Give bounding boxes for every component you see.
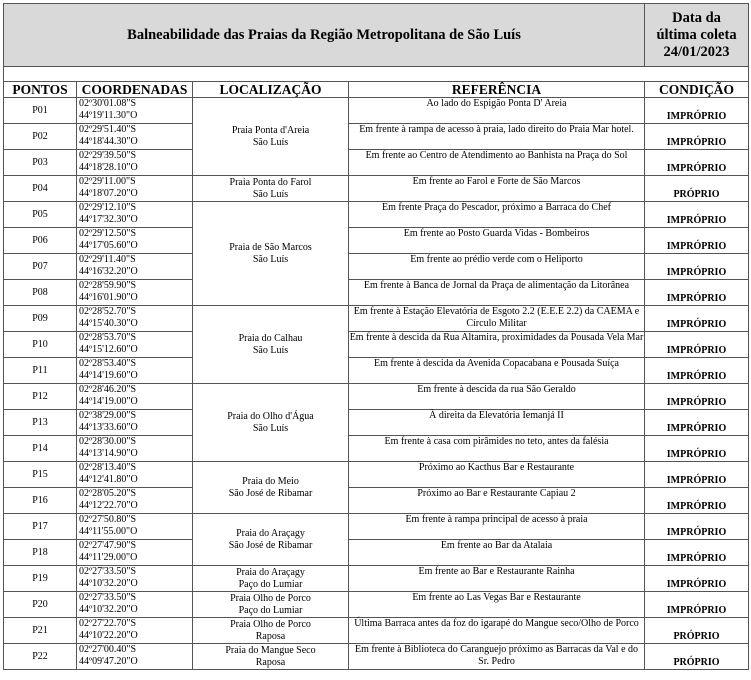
balneability-table bbox=[3, 3, 749, 670]
point-id: P03 bbox=[4, 150, 77, 176]
table-row bbox=[4, 462, 749, 488]
location-cell bbox=[193, 644, 349, 670]
document-page bbox=[3, 3, 748, 670]
condition-status: IMPRÓPRIO bbox=[645, 124, 749, 150]
condition-status: IMPRÓPRIO bbox=[645, 436, 749, 462]
table-row bbox=[4, 332, 749, 358]
longitude: 44º10'32.20"O bbox=[79, 577, 138, 589]
point-id: P18 bbox=[4, 540, 77, 566]
longitude: 44º18'07.20"O bbox=[79, 187, 138, 199]
coordinates bbox=[77, 514, 193, 540]
point-id: P05 bbox=[4, 202, 77, 228]
condition-status: IMPRÓPRIO bbox=[645, 462, 749, 488]
coordinates bbox=[77, 540, 193, 566]
condition-status: IMPRÓPRIO bbox=[645, 514, 749, 540]
header-coordenadas: COORDENADAS bbox=[77, 82, 193, 98]
coordinates bbox=[77, 618, 193, 644]
point-id: P16 bbox=[4, 488, 77, 514]
condition-status: IMPRÓPRIO bbox=[645, 98, 749, 124]
latitude: 02º29'11.00"S bbox=[79, 176, 136, 187]
longitude: 44º12'41.80"O bbox=[79, 473, 138, 485]
coordinates bbox=[77, 150, 193, 176]
reference-text: Ao lado do Espigão Ponta D' Areia bbox=[349, 98, 645, 124]
date-value: 24/01/2023 bbox=[663, 43, 730, 60]
longitude: 44º18'44.30"O bbox=[79, 135, 138, 147]
coordinates bbox=[77, 280, 193, 306]
reference-text: Em frente Praça do Pescador, próximo a Barraca do Chef bbox=[349, 202, 645, 228]
latitude: 02º28'05.20"S bbox=[79, 488, 137, 499]
beach-name: Praia do Calhau bbox=[238, 333, 303, 344]
location-cell bbox=[193, 566, 349, 592]
condition-status: IMPRÓPRIO bbox=[645, 332, 749, 358]
table-row bbox=[4, 176, 749, 202]
municipality-name: Raposa bbox=[255, 656, 286, 668]
reference-text: Em frente à descida da Avenida Copacabana e Pousada Suíça bbox=[349, 358, 645, 384]
coordinates bbox=[77, 566, 193, 592]
point-id: P20 bbox=[4, 592, 77, 618]
longitude: 44º13'33.60"O bbox=[79, 421, 138, 433]
last-collection-date bbox=[645, 4, 749, 67]
point-id: P04 bbox=[4, 176, 77, 202]
coordinates bbox=[77, 228, 193, 254]
latitude: 02º27'50.80"S bbox=[79, 514, 137, 525]
latitude: 02º27'33.50"S bbox=[79, 592, 137, 603]
table-row bbox=[4, 592, 749, 618]
reference-text: Última Barraca antes da foz do igarapé do Mangue seco/Olho de Porco bbox=[349, 618, 645, 644]
reference-text: Em frente ao Bar da Atalaia bbox=[349, 540, 645, 566]
condition-status: IMPRÓPRIO bbox=[645, 540, 749, 566]
latitude: 02º29'11.40"S bbox=[79, 254, 136, 265]
coordinates bbox=[77, 202, 193, 228]
reference-text: Em frente ao Bar e Restaurante Rainha bbox=[349, 566, 645, 592]
latitude: 02º29'12.50"S bbox=[79, 228, 137, 239]
table-row bbox=[4, 98, 749, 124]
reference-text: Em frente à casa com pirâmides no teto, antes da falésia bbox=[349, 436, 645, 462]
reference-text: Em frente ao Centro de Atendimento ao Banhista na Praça do Sol bbox=[349, 150, 645, 176]
longitude: 44º15'40.30"O bbox=[79, 317, 138, 329]
condition-status: IMPRÓPRIO bbox=[645, 306, 749, 332]
date-label-line1: Data da bbox=[672, 9, 721, 26]
reference-text: À direita da Elevatória Iemanjá II bbox=[349, 410, 645, 436]
longitude: 44º15'12.60"O bbox=[79, 343, 138, 355]
longitude: 44º13'14.90"O bbox=[79, 447, 138, 459]
municipality-name: Raposa bbox=[255, 630, 286, 642]
municipality-name: São Luís bbox=[252, 422, 289, 434]
coordinates bbox=[77, 254, 193, 280]
latitude: 02º27'00.40"S bbox=[79, 644, 137, 655]
latitude: 02º28'59.90"S bbox=[79, 280, 137, 291]
condition-status: IMPRÓPRIO bbox=[645, 488, 749, 514]
condition-status: PRÓPRIO bbox=[645, 644, 749, 670]
table-row bbox=[4, 618, 749, 644]
condition-status: IMPRÓPRIO bbox=[645, 228, 749, 254]
latitude: 02º28'30.00"S bbox=[79, 436, 137, 447]
longitude: 44º11'29.00"O bbox=[79, 551, 138, 563]
longitude: 44º16'32.20"O bbox=[79, 265, 138, 277]
latitude: 02º27'22.70"S bbox=[79, 618, 137, 629]
table-row bbox=[4, 540, 749, 566]
location-cell bbox=[193, 592, 349, 618]
table-row bbox=[4, 228, 749, 254]
condition-status: IMPRÓPRIO bbox=[645, 150, 749, 176]
header-referencia: REFERÊNCIA bbox=[349, 82, 645, 98]
point-id: P02 bbox=[4, 124, 77, 150]
longitude: 44º17'32.30"O bbox=[79, 213, 138, 225]
condition-status: IMPRÓPRIO bbox=[645, 280, 749, 306]
coordinates bbox=[77, 644, 193, 670]
beach-name: Praia Ponta d'Areia bbox=[231, 125, 310, 136]
location-cell bbox=[193, 462, 349, 514]
municipality-name: Paço do Lumiar bbox=[238, 604, 303, 616]
reference-text: Próximo ao Bar e Restaurante Capiau 2 bbox=[349, 488, 645, 514]
spacer-row bbox=[4, 67, 749, 82]
header-localizacao: LOCALIZAÇÃO bbox=[193, 82, 349, 98]
condition-status: IMPRÓPRIO bbox=[645, 592, 749, 618]
beach-name: Praia de São Marcos bbox=[229, 242, 312, 253]
coordinates bbox=[77, 332, 193, 358]
reference-text: Em frente ao Posto Guarda Vidas - Bombeiros bbox=[349, 228, 645, 254]
condition-status: IMPRÓPRIO bbox=[645, 384, 749, 410]
point-id: P13 bbox=[4, 410, 77, 436]
coordinates bbox=[77, 98, 193, 124]
latitude: 02º29'12.10"S bbox=[79, 202, 137, 213]
table-title: Balneabilidade das Praias da Região Metropolitana de São Luís bbox=[4, 4, 645, 67]
location-cell bbox=[193, 98, 349, 176]
table-row bbox=[4, 566, 749, 592]
table-row bbox=[4, 514, 749, 540]
municipality-name: São Luís bbox=[252, 253, 289, 265]
point-id: P12 bbox=[4, 384, 77, 410]
condition-status: IMPRÓPRIO bbox=[645, 410, 749, 436]
coordinates bbox=[77, 384, 193, 410]
coordinates bbox=[77, 410, 193, 436]
latitude: 02º28'53.40"S bbox=[79, 358, 137, 369]
table-row bbox=[4, 436, 749, 462]
longitude: 44º16'01.90"O bbox=[79, 291, 138, 303]
reference-text: Em frente à rampa principal de acesso à praia bbox=[349, 514, 645, 540]
point-id: P14 bbox=[4, 436, 77, 462]
beach-name: Praia Olho de Porco bbox=[230, 619, 311, 630]
condition-status: PRÓPRIO bbox=[645, 176, 749, 202]
point-id: P19 bbox=[4, 566, 77, 592]
beach-name: Praia do Araçagy bbox=[236, 567, 305, 578]
reference-text: Em frente ao Las Vegas Bar e Restaurante bbox=[349, 592, 645, 618]
table-row bbox=[4, 150, 749, 176]
beach-name: Praia do Meio bbox=[242, 476, 299, 487]
point-id: P22 bbox=[4, 644, 77, 670]
latitude: 02º28'52.70"S bbox=[79, 306, 137, 317]
header-condicao: CONDIÇÃO bbox=[645, 82, 749, 98]
latitude: 02º28'13.40"S bbox=[79, 462, 137, 473]
municipality-name: São José de Ribamar bbox=[228, 487, 313, 499]
beach-name: Praia do Olho d'Água bbox=[227, 411, 314, 422]
table-row bbox=[4, 644, 749, 670]
point-id: P08 bbox=[4, 280, 77, 306]
longitude: 44º18'28.10"O bbox=[79, 161, 138, 173]
table-row bbox=[4, 384, 749, 410]
latitude: 02º27'33.50"S bbox=[79, 566, 137, 577]
coordinates bbox=[77, 488, 193, 514]
location-cell bbox=[193, 618, 349, 644]
location-cell bbox=[193, 202, 349, 306]
latitude: 02º27'47.90"S bbox=[79, 540, 137, 551]
coordinates bbox=[77, 306, 193, 332]
municipality-name: São Luís bbox=[252, 136, 289, 148]
table-row bbox=[4, 358, 749, 384]
reference-text: Em frente à rampa de acesso à praia, lado direito do Praia Mar hotel. bbox=[349, 124, 645, 150]
point-id: P09 bbox=[4, 306, 77, 332]
point-id: P10 bbox=[4, 332, 77, 358]
coordinates bbox=[77, 436, 193, 462]
column-header-row bbox=[4, 82, 749, 98]
table-row bbox=[4, 202, 749, 228]
latitude: 02º28'53.70"S bbox=[79, 332, 137, 343]
table-row bbox=[4, 124, 749, 150]
reference-text: Em frente à descida da Rua Altamira, proximidades da Pousada Vela Mar bbox=[349, 332, 645, 358]
location-cell bbox=[193, 306, 349, 384]
longitude: 44º14'19.60"O bbox=[79, 369, 138, 381]
point-id: P06 bbox=[4, 228, 77, 254]
longitude: 44º14'19.00"O bbox=[79, 395, 138, 407]
header-pontos: PONTOS bbox=[4, 82, 77, 98]
point-id: P15 bbox=[4, 462, 77, 488]
location-cell bbox=[193, 514, 349, 566]
reference-text: Em frente ao prédio verde com o Heliporto bbox=[349, 254, 645, 280]
longitude: 44º10'22.20"O bbox=[79, 629, 138, 641]
coordinates bbox=[77, 358, 193, 384]
location-cell bbox=[193, 384, 349, 462]
coordinates bbox=[77, 592, 193, 618]
beach-name: Praia do Araçagy bbox=[236, 528, 305, 539]
latitude: 02º30'01.08"S bbox=[79, 98, 137, 109]
condition-status: PRÓPRIO bbox=[645, 618, 749, 644]
reference-text: Em frente à Estação Elevatória de Esgoto 2.2 (E.E.E 2.2) da CAEMA e Círculo Militar bbox=[349, 306, 645, 332]
beach-name: Praia Ponta do Farol bbox=[229, 177, 312, 188]
table-row bbox=[4, 254, 749, 280]
municipality-name: São Luís bbox=[252, 188, 289, 200]
latitude: 02º29'39.50"S bbox=[79, 150, 137, 161]
location-cell bbox=[193, 176, 349, 202]
point-id: P21 bbox=[4, 618, 77, 644]
latitude: 02º28'46.20"S bbox=[79, 384, 137, 395]
latitude: 02º38'29.00"S bbox=[79, 410, 137, 421]
reference-text: Em frente ao Farol e Forte de São Marcos bbox=[349, 176, 645, 202]
condition-status: IMPRÓPRIO bbox=[645, 566, 749, 592]
longitude: 44º10'32.20"O bbox=[79, 603, 138, 615]
date-label-line2: última coleta bbox=[656, 26, 737, 43]
beach-name: Praia do Mangue Seco bbox=[225, 645, 316, 656]
reference-text: Em frente à descida da rua São Geraldo bbox=[349, 384, 645, 410]
reference-text: Próximo ao Kacthus Bar e Restaurante bbox=[349, 462, 645, 488]
longitude: 44º12'22.70"O bbox=[79, 499, 138, 511]
longitude: 44º09'47.20"O bbox=[79, 655, 138, 667]
reference-text: Em frente à Banca de Jornal da Praça de alimentação da Litorânea bbox=[349, 280, 645, 306]
table-row bbox=[4, 306, 749, 332]
longitude: 44º11'55.00"O bbox=[79, 525, 138, 537]
table-row bbox=[4, 488, 749, 514]
longitude: 44º17'05.60"O bbox=[79, 239, 138, 251]
coordinates bbox=[77, 176, 193, 202]
point-id: P17 bbox=[4, 514, 77, 540]
point-id: P11 bbox=[4, 358, 77, 384]
condition-status: IMPRÓPRIO bbox=[645, 254, 749, 280]
beach-name: Praia Olho de Porco bbox=[230, 593, 311, 604]
condition-status: IMPRÓPRIO bbox=[645, 358, 749, 384]
condition-status: IMPRÓPRIO bbox=[645, 202, 749, 228]
point-id: P07 bbox=[4, 254, 77, 280]
coordinates bbox=[77, 462, 193, 488]
coordinates bbox=[77, 124, 193, 150]
table-row bbox=[4, 280, 749, 306]
reference-text: Em frente à Biblioteca do Caranguejo próximo as Barracas da Val e do Sr. Pedro bbox=[349, 644, 645, 670]
longitude: 44º19'11.30"O bbox=[79, 109, 138, 121]
latitude: 02º29'51.40"S bbox=[79, 124, 137, 135]
municipality-name: Paço do Lumiar bbox=[238, 578, 303, 590]
municipality-name: São Luís bbox=[252, 344, 289, 356]
point-id: P01 bbox=[4, 98, 77, 124]
municipality-name: São José de Ribamar bbox=[228, 539, 313, 551]
table-row bbox=[4, 410, 749, 436]
